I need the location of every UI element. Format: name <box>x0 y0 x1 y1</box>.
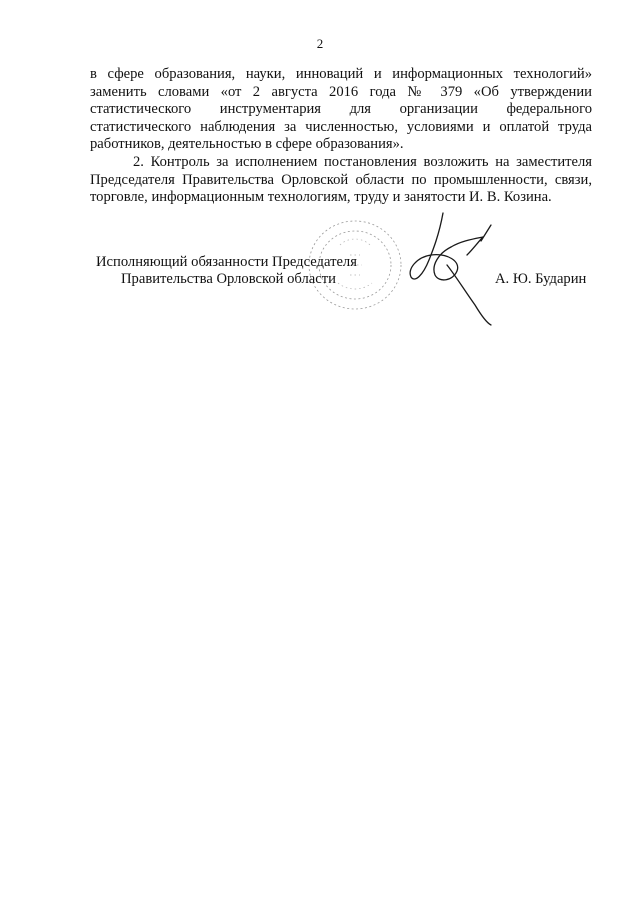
signatory-name: А. Ю. Бударин <box>495 271 587 287</box>
paragraph-control-clause: 2. Контроль за исполнением постановления возложить на заместителя Председателя Правительства Орловской области по промышленности, связи, торговле, информационным технологиям, труду и занятости И. В. Козина. <box>90 153 592 206</box>
signatory-title-line-2: Правительства Орловской области <box>121 271 336 287</box>
handwritten-signature <box>395 205 505 330</box>
page-number: 2 <box>316 36 324 51</box>
paragraph-continuation: в сфере образования, науки, инноваций и информационных технологий» заменить словами «от 2 августа 2016 года № 379 «Об утверждении статистического инструментария для организации федерального статистического наблюдения за численностью, условиями и оплатой труда работников, деятельностью в сфере образования». <box>90 66 592 153</box>
document-body <box>90 66 592 207</box>
signatory-title-line-1: Исполняющий обязанности Председателя <box>96 254 357 270</box>
